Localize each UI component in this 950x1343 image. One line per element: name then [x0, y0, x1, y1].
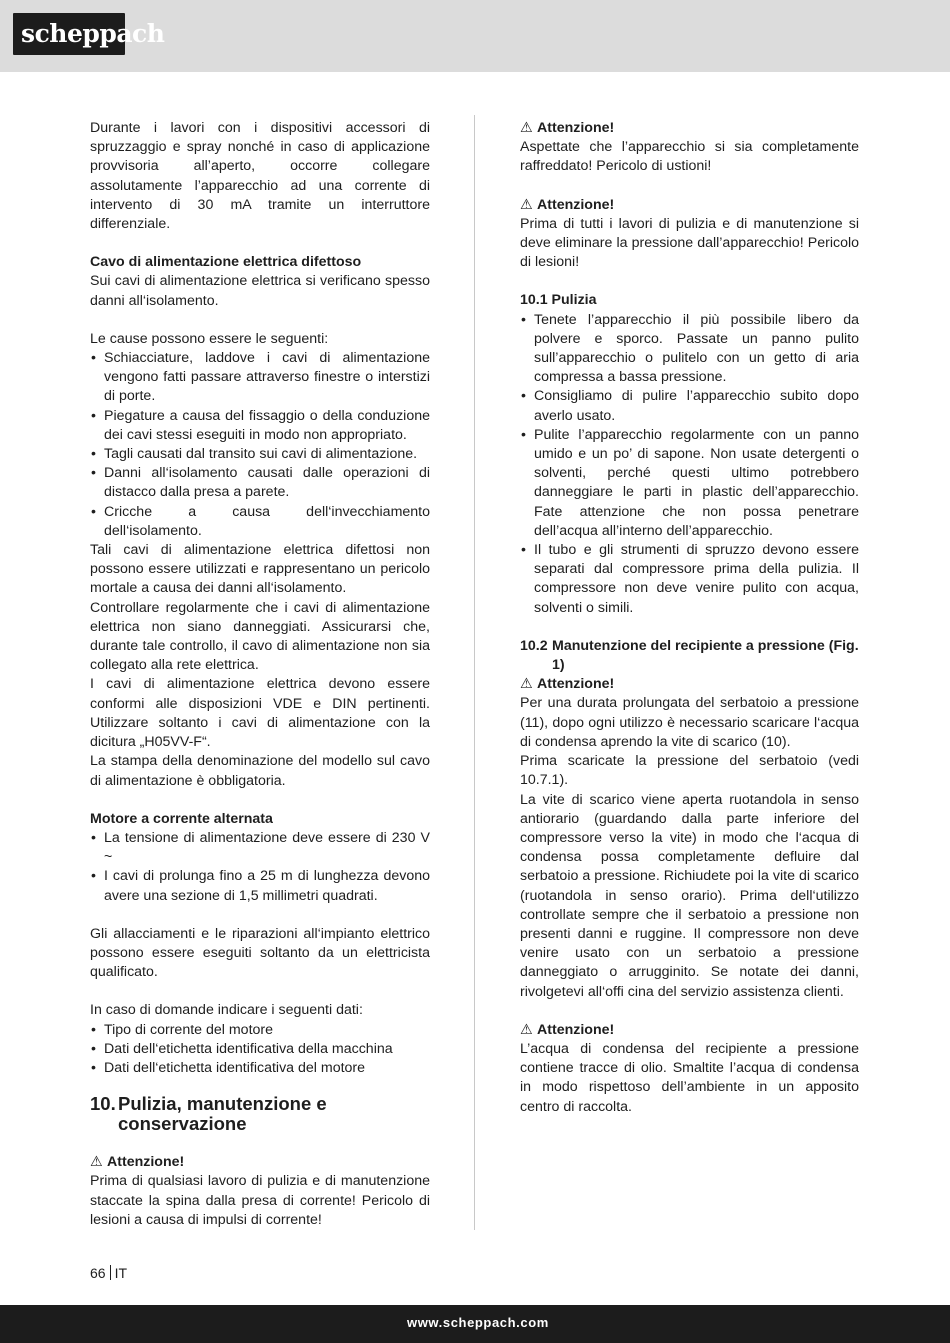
questions-intro: In caso di domande indicare i seguenti dati:	[90, 1002, 363, 1019]
cleaning-heading: 10.1 Pulizia	[520, 292, 597, 309]
section-title: Pulizia, manutenzione e conservazione	[118, 1093, 327, 1135]
list-item: • Piegature a causa del fissaggio o della conduzione dei cavi stessi eseguiti in modo non appropriato.	[90, 407, 430, 445]
maintenance-paragraph: Per una durata prolungata del serbatoio a pressione (11), dopo ogni utilizzo è necessario scaricare l‘acqua di condensa aprendo la vite di scarico (10).	[520, 695, 859, 750]
list-item: • Danni all‘isolamento causati dalle operazioni di distacco dalla presa a parete.	[90, 464, 430, 502]
maintenance-number: 10.2	[520, 637, 548, 654]
conform-paragraph: I cavi di alimentazione elettrica devono essere conformi alle disposizioni VDE e DIN pertinenti. Utilizzare soltanto i cavi di alimentazione con la dicitura „H05VV-F“.	[90, 676, 430, 751]
warning-icon: ⚠	[520, 196, 533, 213]
page-number: 66 IT	[90, 1265, 128, 1281]
maintenance-paragraph: La vite di scarico viene aperta ruotandola in senso antiorario (guardando dalla parte inferiore del compressore verso la vite) in modo che l‘acqua di condensa possa completamente defluire dal serbatoio a pressione. Richiudete poi la vite di scarico (ruotandola in senso orario). Prima dell‘utilizzo controllate sempre che il serbatoio a pressione non presenti danni e ruggine. Il compressore non deve venire usato con un serbatoio a pressione danneggiato o arrugginito. Se notate dei danni, rivolgetevi all‘offi cina del servizio assistenza clienti.	[520, 791, 859, 1000]
warning-icon: ⚠	[520, 1021, 533, 1038]
section-heading	[90, 1094, 430, 1134]
warning-heading: ⚠ Attenzione!	[90, 1153, 430, 1172]
defective-paragraph: Tali cavi di alimentazione elettrica difettosi non possono essere utilizzati e rappresentano un pericolo mortale a causa dei danni all‘isolamento.	[90, 542, 430, 597]
motor-list	[90, 829, 430, 906]
list-item: • Dati dell‘etichetta identificativa del motore	[90, 1059, 430, 1078]
list-item: • Schiacciature, laddove i cavi di alimentazione vengono fatti passare attraverso finestre o interstizi di porte.	[90, 349, 430, 407]
motor-heading: Motore a corrente alternata	[90, 810, 273, 827]
warning-heading: ⚠ Attenzione!	[520, 1021, 859, 1040]
left-column	[90, 119, 430, 1230]
warning-heading: ⚠ Attenzione!	[520, 196, 859, 215]
column-divider	[474, 115, 475, 1230]
causes-intro: Le cause possono essere le seguenti:	[90, 330, 329, 347]
warning-heading: ⚠ Attenzione!	[520, 119, 859, 138]
cable-heading: Cavo di alimentazione elettrica difettoso	[90, 254, 362, 271]
list-item: • Pulite l’apparecchio regolarmente con un panno umido e un po’ di sapone. Non usate detergenti o solventi, perché questi ultimo potrebbero danneggiare le parti in plastic dell’apparecchio. Fate attenzione che non possa penetrare dell’acqua all’interno dell’apparecchio.	[520, 426, 859, 541]
list-item: • Cricche a causa dell‘invecchiamento dell‘isolamento.	[90, 503, 430, 541]
cleaning-list	[520, 311, 859, 618]
website-url[interactable]: www.scheppach.com	[407, 1315, 549, 1330]
print-paragraph: La stampa della denominazione del modello sul cavo di alimentazione è obbligatoria.	[90, 753, 430, 789]
list-item: • Consigliamo di pulire l’apparecchio subito dopo averlo usato.	[520, 387, 859, 425]
connections-paragraph: Gli allacciamenti e le riparazioni all‘impianto elettrico possono essere eseguiti soltanto da un elettricista qualificato.	[90, 925, 430, 981]
check-paragraph: Controllare regolarmente che i cavi di alimentazione elettrica non siano danneggiati. Assicurarsi che, durante tale controllo, il cavo di alimentazione non sia collegato alla rete elettrica.	[90, 599, 430, 674]
questions-list	[90, 1021, 430, 1079]
section-number: 10.	[90, 1093, 116, 1115]
list-item: • Il tubo e gli strumenti di spruzzo devono essere separati dal compressore prima della pulizia. Il compressore non deve venire pulito con acqua, solventi o simili.	[520, 541, 859, 618]
list-item: • I cavi di prolunga fino a 25 m di lunghezza devono avere una sezione di 1,5 millimetri quadrati.	[90, 867, 430, 905]
page-separator	[110, 1265, 111, 1280]
warning-paragraph: L’acqua di condensa del recipiente a pressione contiene tracce di olio. Smaltite l’acqua di condensa in modo rispettoso dell’ambiente in un apposito centro di raccolta.	[520, 1040, 859, 1115]
warning-icon: ⚠	[520, 676, 533, 693]
list-item: • Dati dell‘etichetta identificativa della macchina	[90, 1040, 430, 1059]
cable-paragraph: Sui cavi di alimentazione elettrica si verificano spesso danni all‘isolamento.	[90, 273, 430, 309]
intro-paragraph: Durante i lavori con i dispositivi accessori di spruzzaggio e spray nonché in caso di applicazione provvisoria all’aperto, occorre collegare assolutamente l’apparecchio ad una corrente di intervento di 30 mA tramite un interruttore differenziale.	[90, 120, 430, 233]
causes-list	[90, 349, 430, 541]
warning-paragraph: Prima di tutti i lavori di pulizia e di manutenzione si deve eliminare la pressione dall’apparecchio! Pericolo di lesioni!	[520, 215, 859, 271]
list-item: • Tagli causati dal transito sui cavi di alimentazione.	[90, 445, 430, 464]
warning-paragraph: Prima di qualsiasi lavoro di pulizia e di manutenzione staccate la spina dalla presa di corrente! Pericolo di lesioni a causa di impulsi di corrente!	[90, 1173, 430, 1228]
header-bar	[0, 0, 950, 72]
list-item: • La tensione di alimentazione deve essere di 230 V ~	[90, 829, 430, 867]
list-item: • Tenete l’apparecchio il più possibile libero da polvere e sporco. Passate un panno pulito sull’apparecchio o pulitelo con un getto di aria compressa a bassa pressione.	[520, 311, 859, 388]
warning-icon: ⚠	[520, 120, 533, 136]
maintenance-title: Manutenzione del recipiente a pressione (Fig. 1)	[552, 637, 859, 674]
maintenance-paragraph: Prima scaricate la pressione del serbatoio (vedi 10.7.1).	[520, 753, 859, 789]
warning-heading: ⚠ Attenzione!	[520, 675, 859, 694]
warning-paragraph: Aspettate che l’apparecchio si sia completamente raffreddato! Pericolo di ustioni!	[520, 139, 859, 175]
scheppach-logo: scheppach	[13, 13, 125, 55]
right-column	[520, 119, 859, 1117]
maintenance-heading	[520, 637, 859, 675]
list-item: • Tipo di corrente del motore	[90, 1021, 430, 1040]
warning-icon: ⚠	[90, 1154, 103, 1171]
